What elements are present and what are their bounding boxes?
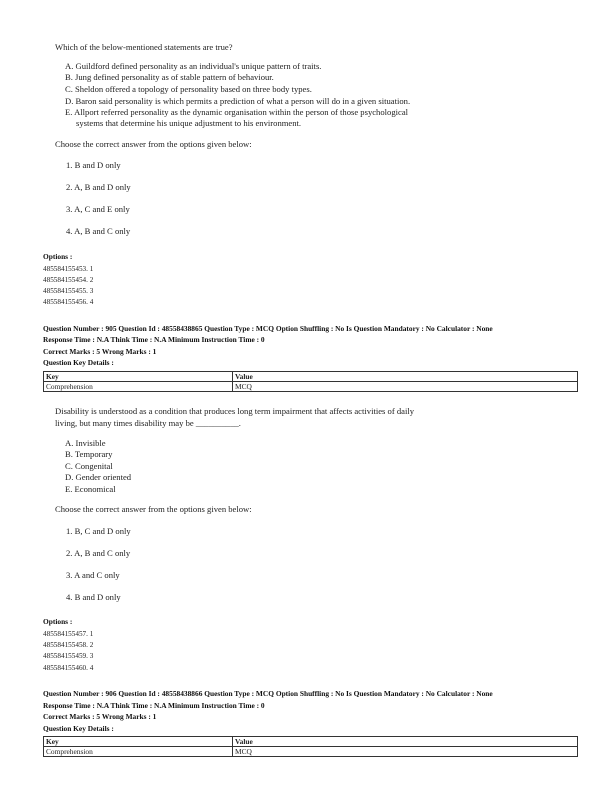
statement: B. Jung defined personality as of stable pattern of behaviour. — [65, 72, 274, 82]
question-text: Disability is understood as a condition that produces long term impairment that affects activities of daily — [55, 406, 415, 416]
answer-option: 2. A, B and C only — [66, 548, 131, 558]
question-text: Which of the below-mentioned statements are true? — [55, 42, 233, 52]
answer-option: 1. B and D only — [66, 160, 121, 170]
marks: Correct Marks : 5 Wrong Marks : 1 — [43, 712, 157, 721]
option-id: 485584155458. 2 — [43, 641, 94, 649]
question-meta: Question Number : 905 Question Id : 48558438865 Question Type : MCQ Option Shuffling : No Is Question Mandatory : No Calculator : None — [43, 324, 493, 333]
marks: Correct Marks : 5 Wrong Marks : 1 — [43, 347, 157, 356]
table-header: Value — [233, 737, 578, 747]
option-id: 485584155454. 2 — [43, 276, 94, 284]
answer-option: 4. B and D only — [66, 592, 121, 602]
option-id: 485584155460. 4 — [43, 664, 94, 672]
statement: E. Allport referred personality as the dynamic organisation within the person of those psychological — [65, 107, 409, 117]
answer-option: 4. A, B and C only — [66, 226, 131, 236]
key-details-table — [43, 736, 578, 757]
options-label: Options : — [43, 617, 73, 626]
table-header: Key — [44, 372, 233, 382]
table-header: Value — [233, 372, 578, 382]
table-cell: Comprehension — [44, 382, 233, 392]
statement: B. Temporary — [65, 449, 113, 459]
choose-instruction: Choose the correct answer from the options given below: — [55, 504, 252, 514]
question-meta: Response Time : N.A Think Time : N.A Minimum Instruction Time : 0 — [43, 701, 265, 710]
answer-option: 1. B, C and D only — [66, 526, 131, 536]
option-id: 485584155453. 1 — [43, 265, 94, 273]
question-meta: Response Time : N.A Think Time : N.A Minimum Instruction Time : 0 — [43, 335, 265, 344]
statement: A. Guildford defined personality as an individual's unique pattern of traits. — [65, 61, 322, 71]
choose-instruction: Choose the correct answer from the options given below: — [55, 139, 252, 149]
statement: C. Congenital — [65, 461, 113, 471]
statement: D. Baron said personality is which permits a prediction of what a person will do in a given situation. — [65, 96, 411, 106]
statement: E. Economical — [65, 484, 116, 494]
table-cell: Comprehension — [44, 747, 233, 757]
option-id: 485584155459. 3 — [43, 652, 94, 660]
key-details-label: Question Key Details : — [43, 724, 114, 733]
statement: C. Sheldon offered a topology of personality based on three body types. — [65, 84, 312, 94]
table-header: Key — [44, 737, 233, 747]
option-id: 485584155457. 1 — [43, 630, 94, 638]
options-label: Options : — [43, 252, 73, 261]
statement: systems that determine his unique adjustment to his environment. — [76, 118, 302, 128]
question-meta: Question Number : 906 Question Id : 48558438866 Question Type : MCQ Option Shuffling : No Is Question Mandatory : No Calculator : None — [43, 689, 493, 698]
question-text: living, but many times disability may be __________. — [55, 418, 241, 428]
statement: D. Gender oriented — [65, 472, 132, 482]
answer-option: 3. A and C only — [66, 570, 120, 580]
option-id: 485584155455. 3 — [43, 287, 94, 295]
key-details-table — [43, 371, 578, 392]
answer-option: 3. A, C and E only — [66, 204, 130, 214]
table-cell: MCQ — [233, 382, 578, 392]
table-cell: MCQ — [233, 747, 578, 757]
key-details-label: Question Key Details : — [43, 358, 114, 367]
option-id: 485584155456. 4 — [43, 298, 94, 306]
statement: A. Invisible — [65, 438, 106, 448]
answer-option: 2. A, B and D only — [66, 182, 131, 192]
